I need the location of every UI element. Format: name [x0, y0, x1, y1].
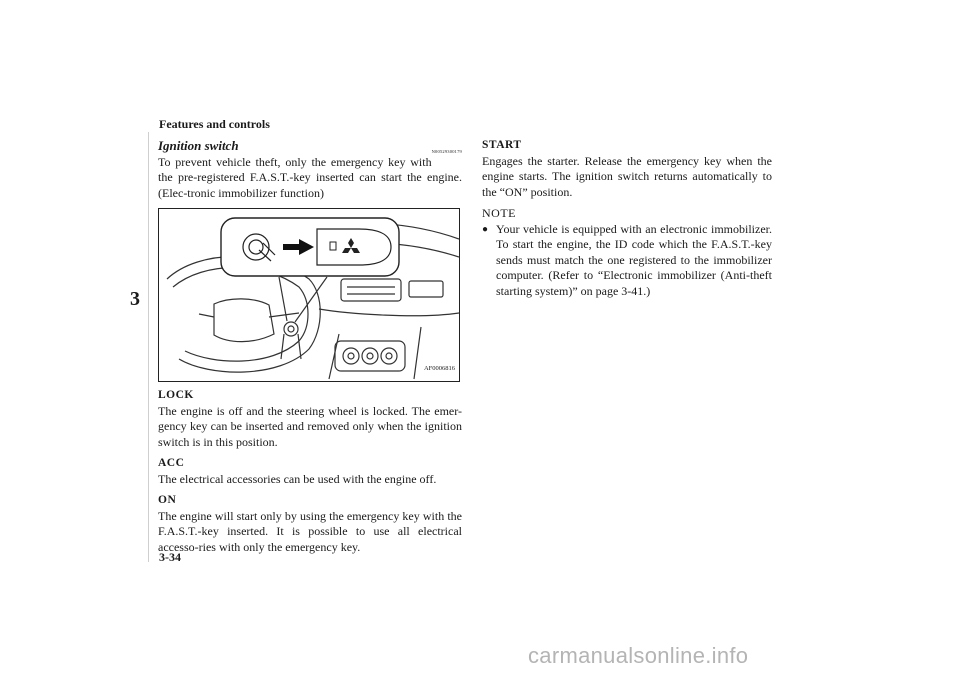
section-header: Features and controls: [159, 117, 270, 131]
section-title: Ignition switch: [158, 138, 239, 153]
note-item: [482, 222, 772, 300]
ignition-drawing: [159, 209, 459, 381]
note-text: Your vehicle is equipped with an electronic immobilizer. To start the engine, the ID code which the F.A.S.T.-key sends must match the one registered to the immobilizer computer. (Refer to “Electronic immobilizer (Anti-theft starting system)” on page 3-41.): [496, 221, 772, 298]
note-heading: NOTE: [482, 206, 516, 220]
lock-description: The engine is off and the steering wheel is locked. The emer-gency key can be inserted and removed only when the ignition switch is in this position.: [158, 403, 462, 449]
start-term: START: [482, 139, 522, 151]
left-column: [158, 138, 462, 561]
lock-term: LOCK: [158, 389, 194, 401]
bullet-icon: ●: [482, 223, 489, 235]
chapter-number: 3: [130, 288, 140, 310]
reference-code: N00529300179: [431, 149, 462, 154]
on-description: The engine will start only by using the emergency key with the F.A.S.T.-key inserted. It is possible to use all electrical accesso-ries with only the emergency key.: [158, 508, 462, 554]
on-term: ON: [158, 494, 177, 506]
chapter-divider: [148, 132, 149, 562]
watermark: carmanualsonline.info: [528, 643, 749, 668]
figure-id: AF0006816: [423, 364, 455, 372]
page-number: 3-34: [159, 550, 181, 564]
acc-description: The electrical accessories can be used with the engine off.: [158, 471, 437, 486]
start-description: Engages the starter. Release the emergency key when the engine starts. The ignition switch returns automatically to the “ON” position.: [482, 153, 772, 199]
intro-paragraph: To prevent vehicle theft, only the emergency key with the pre-registered F.A.S.T.-key inserted can start the engine. (Elec-tronic immobilizer function): [158, 154, 462, 200]
acc-term: ACC: [158, 457, 185, 469]
ignition-illustration: [158, 208, 460, 382]
section-title-row: [158, 138, 462, 155]
right-column: [482, 138, 772, 299]
